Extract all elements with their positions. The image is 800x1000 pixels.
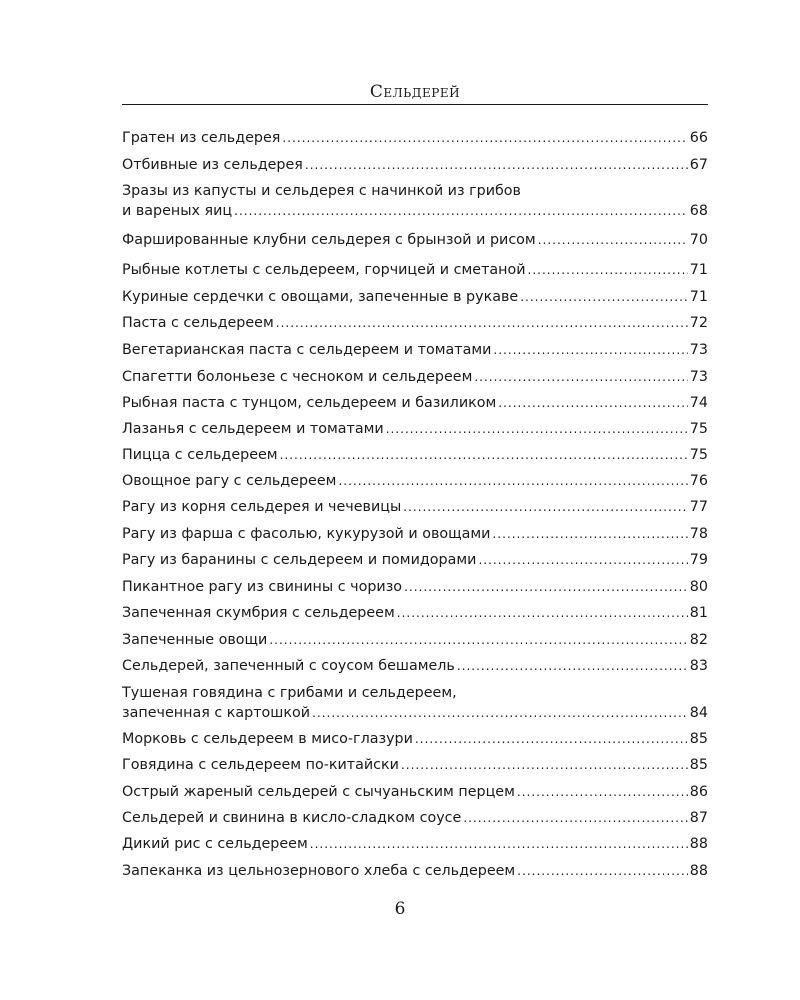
toc-entry-page: 70 — [689, 232, 708, 248]
dot-leader — [538, 230, 688, 250]
toc-entry-title: Пикантное рагу из свинины с чоризо — [122, 579, 403, 595]
dot-leader — [517, 782, 688, 802]
toc-entry — [122, 419, 708, 439]
toc-entry — [122, 808, 708, 828]
dot-leader — [338, 471, 687, 491]
toc-entry-page: 75 — [689, 447, 708, 463]
toc-entry-page: 86 — [689, 784, 708, 800]
toc-entry-title: Рыбная паста с тунцом, сельдереем и базиликом — [122, 395, 497, 411]
dot-leader — [474, 367, 687, 387]
toc-entry-page: 72 — [689, 315, 708, 331]
toc-entry-title: Пицца с сельдереем — [122, 447, 278, 463]
toc-entry-title: Фаршированные клубни сельдерея с брынзой и рисом — [122, 232, 536, 248]
dot-leader — [276, 313, 688, 333]
toc-entry — [122, 524, 708, 544]
toc-entry-page: 67 — [689, 157, 708, 173]
page-number: 6 — [394, 899, 406, 919]
dot-leader — [404, 577, 688, 597]
toc-entry-title: Запеченная скумбрия с сельдереем — [122, 605, 395, 621]
toc-entry-page: 81 — [689, 605, 708, 621]
toc-entry-title: Паста с сельдереем — [122, 315, 274, 331]
toc-entry-page: 73 — [689, 369, 708, 385]
toc-entry — [122, 313, 708, 333]
dot-leader — [492, 524, 687, 544]
toc-entry-title: Спагетти болоньезе с чесноком и сельдереем — [122, 369, 473, 385]
toc-entry — [122, 340, 708, 360]
toc-entry — [122, 630, 708, 650]
toc-entry-title: Сельдерей, запеченный с соусом бешамель — [122, 658, 455, 674]
toc-entry-page: 68 — [689, 203, 708, 219]
toc-entry-title: Отбивные из сельдерея — [122, 157, 303, 173]
toc-entry — [122, 755, 708, 775]
toc-entry-title-line1: Тушеная говядина с грибами и сельдереем, — [122, 685, 457, 701]
dot-leader — [403, 497, 688, 517]
dot-leader — [310, 834, 688, 854]
toc-entry — [122, 471, 708, 491]
dot-leader — [517, 861, 688, 881]
toc-entry — [122, 181, 708, 221]
toc-entry-page: 77 — [689, 499, 708, 515]
dot-leader — [269, 630, 687, 650]
toc-entry-page: 88 — [689, 836, 708, 852]
dot-leader — [312, 703, 688, 723]
toc-entry-page: 85 — [689, 731, 708, 747]
toc-entry — [122, 683, 708, 723]
toc-entry-title: Рагу из баранины с сельдереем и помидорами — [122, 552, 477, 568]
toc-entry — [122, 603, 708, 623]
toc-entry-page: 73 — [689, 342, 708, 358]
toc-entry-title: Рагу из фарша с фасолью, кукурузой и овощами — [122, 526, 491, 542]
toc-entry-title-line1: Зразы из капусты и сельдерея с начинкой из грибов — [122, 183, 521, 199]
toc-entry-title: запеченная с картошкой — [122, 705, 311, 721]
toc-entry — [122, 393, 708, 413]
toc-entry — [122, 577, 708, 597]
toc-entry — [122, 656, 708, 676]
toc-entry-page: 80 — [689, 579, 708, 595]
toc-entry-title: Овощное рагу с сельдереем — [122, 473, 337, 489]
header-rule — [122, 104, 708, 105]
toc-entry-title: Лазанья с сельдереем и томатами — [122, 421, 384, 437]
toc-entry — [122, 230, 708, 250]
dot-leader — [397, 603, 688, 623]
dot-leader — [282, 128, 687, 148]
toc-entry-title: Острый жареный сельдерей с сычуаньским перцем — [122, 784, 515, 800]
toc-entry — [122, 445, 708, 465]
toc-entry-page: 85 — [689, 757, 708, 773]
dot-leader — [498, 393, 688, 413]
toc-entry-title: Дикий рис с сельдереем — [122, 836, 308, 852]
toc-entry-page: 79 — [689, 552, 708, 568]
toc-entry-title: Куриные сердечки с овощами, запеченные в рукаве — [122, 289, 519, 305]
toc-entry — [122, 287, 708, 307]
toc-entry-page: 78 — [689, 526, 708, 542]
running-title: Сельдерей — [369, 82, 461, 102]
dot-leader — [280, 445, 688, 465]
toc-entry — [122, 550, 708, 570]
toc-entry-title: Рагу из корня сельдерея и чечевицы — [122, 499, 402, 515]
dot-leader — [493, 340, 687, 360]
toc-entry-title: Запеченные овощи — [122, 632, 268, 648]
dot-leader — [528, 260, 688, 280]
toc-entry-page: 66 — [689, 130, 708, 146]
toc-entry-title: и вареных яиц — [122, 203, 233, 219]
toc-entry-page: 87 — [689, 810, 708, 826]
toc-entry-title: Вегетарианская паста с сельдереем и томатами — [122, 342, 492, 358]
dot-leader — [401, 755, 688, 775]
toc-entry-title: Гратен из сельдерея — [122, 130, 281, 146]
dot-leader — [457, 656, 688, 676]
dot-leader — [463, 808, 687, 828]
toc-entry-title: Сельдерей и свинина в кисло-сладком соусе — [122, 810, 462, 826]
toc-entry — [122, 155, 708, 175]
toc-entry — [122, 128, 708, 148]
dot-leader — [305, 155, 688, 175]
toc-entry-page: 75 — [689, 421, 708, 437]
dot-leader — [386, 419, 688, 439]
toc-entry — [122, 834, 708, 854]
toc-entry-title: Рыбные котлеты с сельдереем, горчицей и сметаной — [122, 262, 526, 278]
toc-entry-title: Запеканка из цельнозернового хлеба с сельдереем — [122, 863, 516, 879]
toc-entry — [122, 861, 708, 881]
dot-leader — [415, 729, 688, 749]
toc-entry-page: 88 — [689, 863, 708, 879]
toc-entry — [122, 260, 708, 280]
toc-entry-page: 71 — [689, 289, 708, 305]
toc-entry-title: Говядина с сельдереем по-китайски — [122, 757, 399, 773]
toc-entry — [122, 367, 708, 387]
toc-entry-title: Морковь с сельдереем в мисо-глазури — [122, 731, 413, 747]
toc-entry — [122, 729, 708, 749]
toc-entry-page: 84 — [689, 705, 708, 721]
toc-entry-page: 76 — [689, 473, 708, 489]
toc-entry-page: 82 — [689, 632, 708, 648]
dot-leader — [520, 287, 688, 307]
toc-entry-page: 83 — [689, 658, 708, 674]
toc-entry-page: 71 — [689, 262, 708, 278]
toc-entry — [122, 497, 708, 517]
dot-leader — [478, 550, 687, 570]
dot-leader — [234, 201, 688, 221]
toc-entry-page: 74 — [689, 395, 708, 411]
toc-entry — [122, 782, 708, 802]
